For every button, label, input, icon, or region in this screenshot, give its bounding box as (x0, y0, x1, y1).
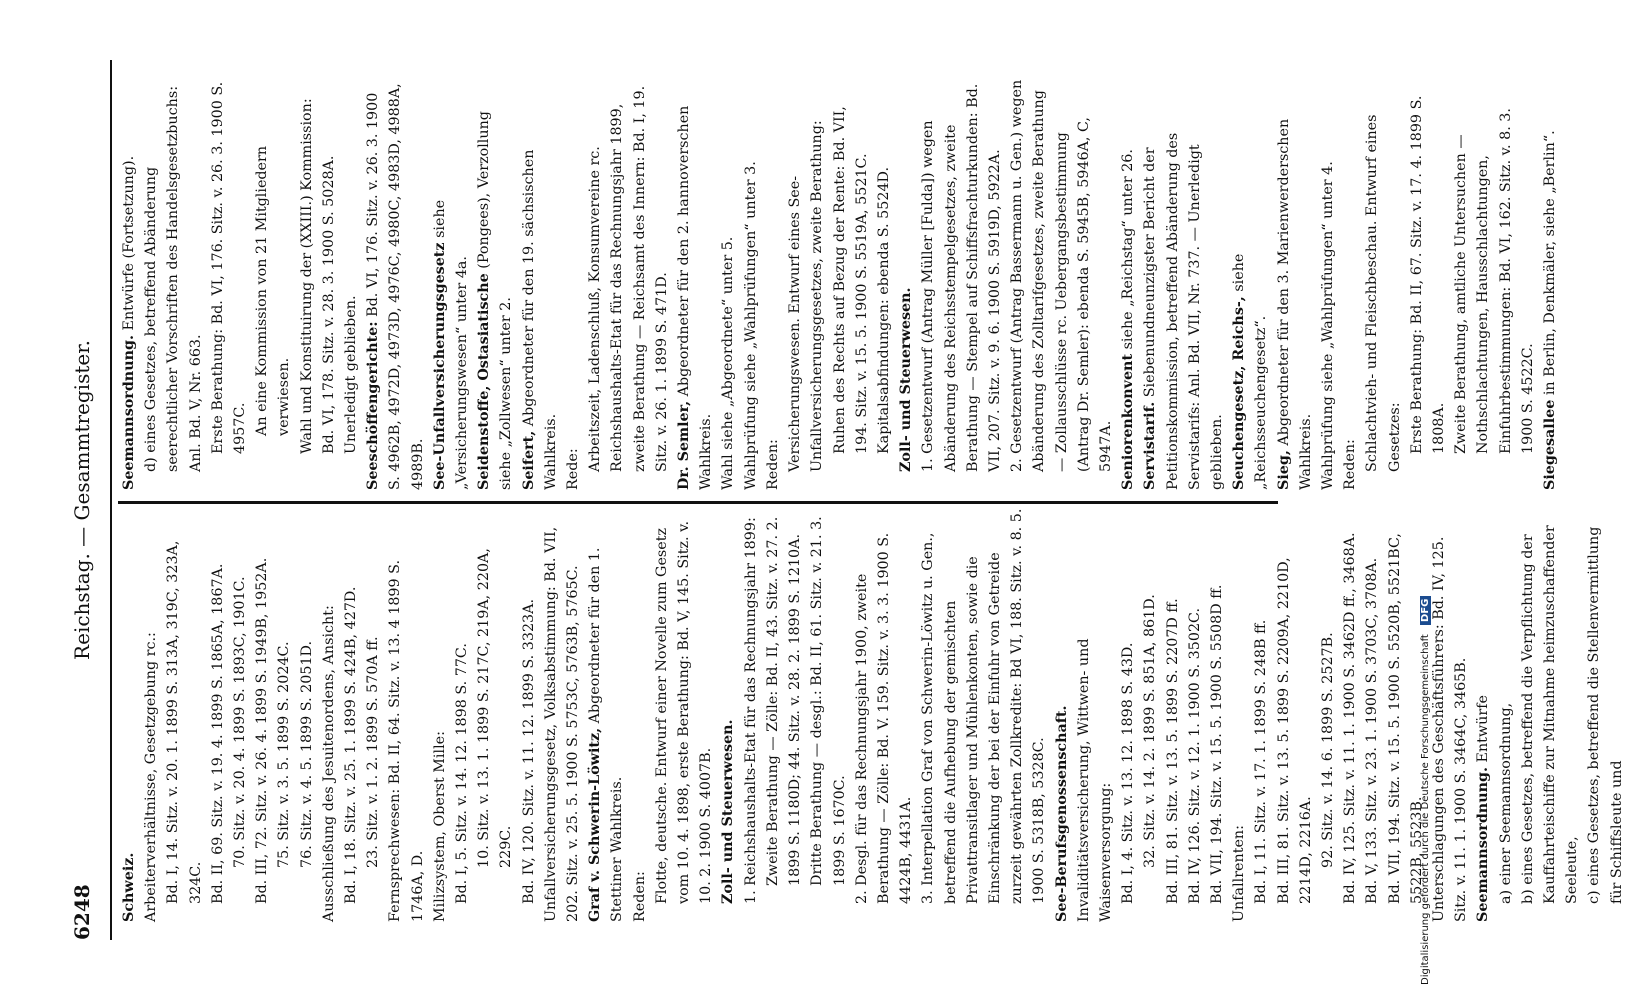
register-entry: Seemannsordnung. Entwürfe (Fortsetzung). (121, 155, 137, 490)
register-entry: 1. Reichshaushalts-Etat für das Rechnungsjahr 1899: (742, 517, 759, 904)
register-entry: Invaliditätsversicherung, Wittwen- und Waisenversorgung: (1075, 638, 1114, 922)
register-entry: Reden: (631, 871, 648, 922)
register-entry: Versicherungswesen. Entwurf eines See-Unfallversicherungsgesetzes, zweite Berathung: (787, 120, 826, 472)
register-entry: Zoll- und Steuerwesen. (720, 719, 737, 904)
register-entry: See-Unfallversicherungsgesetz siehe „Versicherungswesen“ unter 4a. (431, 199, 471, 490)
credit-text: Digitalisierung gefördert durch die Deutsche Forschungsgemeinschaft (1420, 634, 1431, 985)
register-entry: Unterschlagungen des Geschäftsführers: Bd. IV, 125. Sitz. v. 11. 1. 1900 S. 3464C, 3465B. (1430, 536, 1470, 922)
register-entry: Dritte Berathung — desgl.: Bd. II, 61. Sitz. v. 21. 3. 1899 S. 1670C. (809, 516, 848, 886)
register-entry: Wahlprüfung siehe „Wahlprüfungen“ unter 4. (1319, 161, 1336, 490)
register-entry: Reden: (1342, 439, 1359, 490)
register-entry: Ausschließung des Jesuitenordens, Ansicht: (320, 605, 337, 922)
register-entry: Bd. III, 81. Sitz. v. 13. 5. 1899 S. 2207D ff. (1164, 598, 1181, 904)
register-entry: Bd. I, 18. Sitz. v. 25. 1. 1899 S. 424B, 427D. (343, 586, 360, 904)
entry-headword: Servistarif. (1142, 401, 1159, 490)
entry-headword: Seeschöffengerichte: (365, 321, 382, 490)
register-entry: b) eines Gesetzes, betreffend die Verpflichtung der Kauffahrteischiffe zur Mitnahme heimzuschaffender Seeleute, (1519, 525, 1581, 904)
entry-headword: Seniorenkonvent (1120, 353, 1137, 490)
register-entry: Servistarif. Siebenundneunzigster Bericht der Petitionskommission, betreffend Abänderung des Servistarifs: Anl. Bd. VII, Nr. 737. — Unerledigt geblieben. (1142, 132, 1225, 490)
register-entry: a) einer Seemannsordnung, (1497, 702, 1514, 904)
column-divider (118, 501, 1278, 504)
register-entry: Bd. III, 72. Sitz. v. 26. 4. 1899 S. 1949B, 1952A. (254, 557, 271, 904)
register-entry: Schlachtvieh- und Fleischbeschau. Entwurf eines Gesetzes: (1364, 114, 1403, 472)
register-entry: Bd. VII, 194. Sitz. v. 15. 5. 1900 S. 5520B, 5521BC, 5522B, 5523B. (1386, 533, 1425, 904)
header-rule (110, 60, 112, 940)
digitization-credit (1420, 596, 1431, 985)
entry-headword: Seidenstoffe, Ostasiatische (476, 273, 493, 490)
right-column (118, 75, 1561, 490)
register-entry: Zweite Berathung, amtliche Untersuchen — Nothschlachtungen, Hausschlachtungen, Einfuhrbestimmungen: Bd. VI, 162. Sitz. v. 8. 3. 1900 S. 4522C. (1453, 108, 1536, 454)
register-entry: 10. Sitz. v. 13. 1. 1899 S. 217C, 219A, 220A, 229C. (476, 548, 515, 868)
register-entry: Graf v. Schwerin-Löwitz, Abgeordneter für den 1. Stettiner Wahlkreis. (587, 547, 626, 922)
register-entry: 1. Gesetzentwurf (Antrag Müller [Fulda]) wegen Abänderung des Reichsstempelgesetzes, zweite Berathung — Stempel auf Schiffsfrachturkunden: Bd. VII, 207. Sitz. v. 9. 6. 1900 S. 5919D, 5922A. (920, 83, 1003, 472)
register-entry: Wahlprüfung siehe „Wahlprüfungen“ unter 3. (742, 161, 759, 490)
register-entry: Wahl siehe „Abgeordnete“ unter 5. (720, 236, 737, 490)
register-entry: Bd. VII, 194. Sitz. v. 15. 5. 1900 S. 5508D ff. (1208, 584, 1225, 904)
register-entry: Seuchengesetz, Reichs-, siehe „Reichsseuchengesetz“. (1231, 253, 1270, 490)
register-entry: Zweite Berathung — Zölle: Bd. II, 43. Sitz. v. 27. 2. 1899 S. 1180D; 44. Sitz. v. 28. 2. 1899 S. 1210A. (764, 516, 804, 886)
register-entry: Seeschöffengerichte: Bd. VI, 176. Sitz. v. 26. 3. 1900 S. 4962B, 4972D, 4973D, 4976C, 4980C, 4983D, 4988A, 4989B. (365, 83, 426, 490)
page-number: 6248 (70, 884, 94, 940)
register-entry: Erste Berathung: Bd. VI, 176. Sitz. v. 26. 3. 1900 S. 4957C. (209, 81, 249, 454)
register-entry: Seifert, Abgeordneter für den 19. sächsischen Wahlkreis. (520, 149, 559, 490)
entry-headword: Siegesallee (1542, 399, 1558, 490)
entry-headword: Seemannsordnung. (1475, 767, 1492, 922)
register-entry: Erste Berathung: Bd. II, 67. Sitz. v. 17. 4. 1899 S. 1808A. (1408, 95, 1447, 454)
register-entry: Unfallrenten: (1231, 825, 1248, 922)
left-column (118, 507, 1628, 922)
register-entry: Seniorenkonvent siehe „Reichstag“ unter 26. (1120, 149, 1137, 490)
register-entry: 23. Sitz. v. 1. 2. 1899 S. 570A ff. (365, 636, 382, 868)
register-entry: Bd. I, 5. Sitz. v. 14. 12. 1898 S. 77C. (454, 643, 471, 904)
register-entry: Arbeiterverhältnisse, Gesetzgebung rc.: (143, 632, 160, 922)
register-entry: Unerledigt geblieben. (343, 295, 360, 454)
register-entry: Unfallversicherungsgesetz, Volksabstimmung: Bd. VII, 202. Sitz. v. 25. 5. 1900 S. 5753C, 5763B, 5765C. (542, 526, 582, 922)
page-header (70, 0, 110, 1000)
register-entry: An eine Kommission von 21 Mitgliedern verwiesen. (254, 145, 293, 436)
entry-headword: Seuchengesetz, Reichs-, (1231, 296, 1248, 490)
register-entry: Bd. III, 81. Sitz. v. 13. 5. 1899 S. 2209A, 2210D, 2214D, 2216A. (1275, 557, 1314, 904)
register-entry: Bd. IV, 126. Sitz. v. 12. 1. 1900 S. 3502C. (1186, 607, 1203, 904)
running-title: Reichstag. — Gesammtregister. (70, 340, 94, 660)
register-entry: Bd. IV, 125. Sitz. v. 11. 1. 1900 S. 3462D ff., 3468A. (1342, 532, 1359, 904)
register-entry: 92. Sitz. v. 14. 6. 1899 S. 2527B. (1319, 632, 1336, 868)
register-entry: Sieg, Abgeordneter für den 3. Marienwerderschen Wahlkreis. (1275, 118, 1314, 490)
register-entry: Siegesallee in Berlin, Denkmäler, siehe „Berlin“. (1542, 130, 1558, 490)
register-entry: Dr. Semler, Abgeordneter für den 2. hannoverschen Wahlkreis. (676, 105, 715, 490)
entry-headword: Sieg, (1275, 450, 1292, 490)
entry-headword: Seifert, (520, 430, 537, 490)
entry-headword: Graf v. Schwerin-Löwitz, (587, 727, 604, 922)
register-entry: Flotte, deutsche. Entwurf einer Novelle zum Gesetz vom 10. 4. 1898, erste Berathung: Bd. V, 145. Sitz. v. 10. 2. 1900 S. 4007B. (653, 520, 715, 904)
register-entry: Fernsprechwesen: Bd. II, 64. Sitz. v. 13. 4 1899 S. 1746A, D. (387, 559, 426, 922)
register-entry: Bd. I, 14. Sitz. v. 20. 1. 1899 S. 313A, 319C, 323A, 324C. (165, 540, 204, 904)
register-entry: 32. Sitz. v. 14. 2. 1899 S. 851A, 861D. (1142, 594, 1159, 868)
register-entry: 2. Desgl. für das Rechnungsjahr 1900, zweite Berathung — Zölle: Bd. V. 159. Sitz. v. 3. 3. 1900 S. 4424B, 4431A. (853, 532, 915, 904)
register-entry: Kapitalsabfindungen: ebenda S. 5524D. (875, 166, 892, 454)
register-entry: 70. Sitz. v. 20. 4. 1899 S. 1893C, 1901C. (232, 576, 249, 868)
register-entry: Arbeitszeit, Ladenschluß, Konsumvereine rc. Reichshaushalts-Etat für das Rechnungsjahr 1899, zweite Berathung — Reichsamt des Innern: Bd. I, 19. Sitz. v. 26. 1. 1899 S. 471D. (587, 85, 670, 472)
register-entry: 2. Gesetzentwurf (Antrag Bassermann u. Gen.) wegen Abänderung des Zolltarifgesetzes, zweite Berathung — Zollausschlüsse rc. Uebergangsbestimmung (Antrag Dr. Semler): ebenda S. 5945B, 5946A, C, 5947A. (1009, 79, 1114, 472)
register-entry: Bd. II, 69. Sitz. v. 19. 4. 1899 S. 1865A, 1867A. (209, 563, 226, 904)
register-entry: Reden: (764, 439, 781, 490)
entry-headword: Seemannsordnung. (121, 335, 137, 490)
register-entry: Schweiz. (121, 852, 137, 922)
entry-headword: See-Unfallversicherungsgesetz (431, 242, 448, 490)
register-entry: 3. Interpellation Graf von Schwerin-Löwitz u. Gen., betreffend die Aufhebung der gemischten Privattransitlager und Mühlenkonten, sowie die Einschränkung der bei der Einfuhr von Getreide zurzeit gewährten Zollkredite: Bd VI, 188. Sitz. v. 8. 5. 1900 S. 5318B, 5328C. (920, 508, 1048, 904)
register-entry: Seidenstoffe, Ostasiatische (Pongees), Verzollung siehe „Zollwesen“ unter 2. (476, 111, 515, 490)
register-entry: 75. Sitz. v. 3. 5. 1899 S. 2024C. (276, 641, 293, 868)
register-entry: d) eines Gesetzes, betreffend Abänderung seerechtlicher Vorschriften des Handelsgesetzbuchs: Anl. Bd. V, Nr. 663. (143, 85, 204, 472)
register-entry: Bd. V, 133. Sitz. v. 23. 1. 1900 S. 3703C, 3708A. (1364, 557, 1381, 904)
entry-headword: Dr. Semler, (676, 400, 693, 490)
dfg-logo: DFG (1420, 596, 1431, 625)
register-entry: Rede: (565, 448, 582, 490)
register-entry: Zoll- und Steuerwesen. (898, 287, 915, 472)
register-entry: Wahl und Konstituirung der (XXIII.) Kommission: Bd. VI, 178. Sitz. v. 28. 3. 1900 S. 5028A. (298, 98, 337, 454)
register-entry: Bd. IV, 120. Sitz. v. 11. 12. 1899 S. 3323A. (520, 598, 537, 904)
register-entry: 76. Sitz. v. 4. 5. 1899 S. 2051D. (298, 640, 315, 868)
register-entry: Milizsystem, Oberst Mille: (431, 731, 448, 922)
register-entry: Ruhen des Rechts auf Bezug der Rente: Bd. VII, 194. Sitz. v. 15. 5. 1900 S. 5519A, 5521C. (831, 106, 870, 454)
register-entry: Bd. I, 4. Sitz. v. 13. 12. 1898 S. 43D. (1120, 642, 1137, 904)
register-entry: Bd. I, 11. Sitz. v. 17. 1. 1899 S. 248B ff. (1253, 619, 1270, 904)
register-entry: c) eines Gesetzes, betreffend die Stellenvermittlung für Schiffsleute und (1586, 526, 1625, 904)
register-entry: Seemannsordnung. Entwürfe (1475, 695, 1492, 922)
register-entry: See-Berufsgenossenschaft. (1053, 705, 1070, 922)
